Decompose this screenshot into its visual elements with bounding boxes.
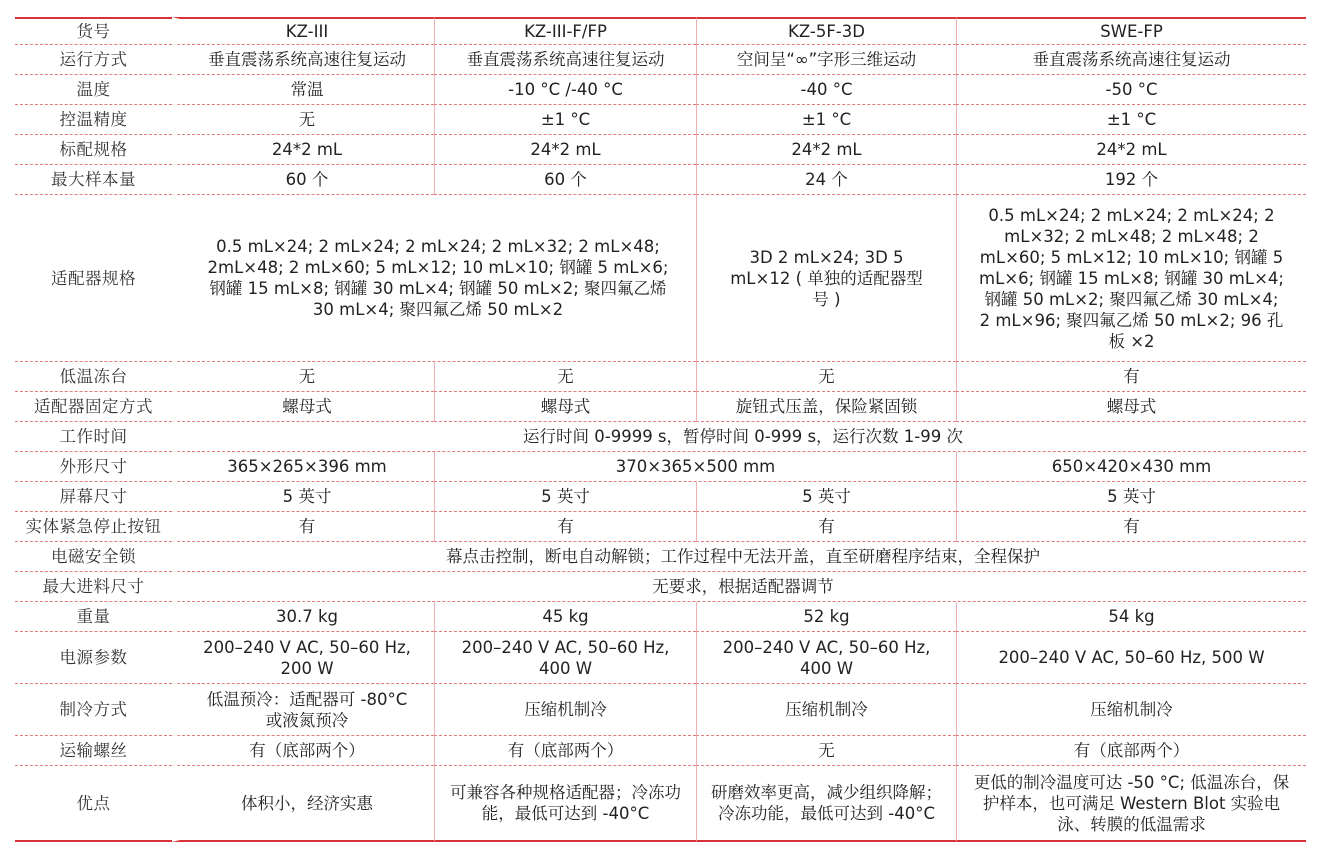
cell: 垂直震荡系统高速往复运动 — [172, 45, 434, 75]
cell-merged: 370×365×500 mm — [434, 452, 956, 482]
cell: ±1 °C — [956, 105, 1306, 135]
cell: 有 — [696, 512, 956, 542]
cell: -10 °C /-40 °C — [434, 75, 696, 105]
row-lock — [15, 542, 1306, 572]
cell: 有（底部两个） — [956, 736, 1306, 766]
cell-merged-kz: 0.5 mL×24; 2 mL×24; 2 mL×24; 2 mL×32; 2 mL×48; 2mL×48; 2 mL×60; 5 mL×12; 10 mL×10; 钢罐 5 mL×6; 钢罐 15 mL×8; 钢罐 30 mL×4; 钢罐 50 mL×2; 聚四氟乙烯 30 mL×4; 聚四氟乙烯 50 mL×2 — [172, 195, 696, 362]
row-temp-accuracy — [15, 105, 1306, 135]
row-dimensions — [15, 452, 1306, 482]
cell: 有 — [956, 512, 1306, 542]
row-screen — [15, 482, 1306, 512]
cell: 0.5 mL×24; 2 mL×24; 2 mL×24; 2 mL×32; 2 mL×48; 2 mL×48; 2 mL×60; 5 mL×12; 10 mL×10; 钢罐 5 mL×6; 钢罐 15 mL×8; 钢罐 30 mL×4; 钢罐 50 mL×2; 聚四氟乙烯 30 mL×4; 2 mL×96; 聚四氟乙烯 50 mL×2; 96 孔板 ×2 — [956, 195, 1306, 362]
cell: 60 个 — [434, 165, 696, 195]
cell: 旋钮式压盖，保险紧固锁 — [696, 392, 956, 422]
row-max-samples — [15, 165, 1306, 195]
row-label: 适配器固定方式 — [15, 392, 172, 422]
cell: 30.7 kg — [172, 602, 434, 632]
cell: 无 — [434, 362, 696, 392]
cell: 无 — [172, 362, 434, 392]
cell: 垂直震荡系统高速往复运动 — [434, 45, 696, 75]
row-label: 最大进料尺寸 — [15, 572, 172, 602]
cell: 压缩机制冷 — [696, 684, 956, 736]
cell: -40 °C — [696, 75, 956, 105]
row-label: 温度 — [15, 75, 172, 105]
cell: 更低的制冷温度可达 -50 °C; 低温冻台，保护样本，也可满足 Western Blot 实验电泳、转膜的低温需求 — [956, 766, 1306, 842]
cell: 650×420×430 mm — [956, 452, 1306, 482]
row-power — [15, 632, 1306, 684]
cell: 200–240 V AC, 50–60 Hz, 200 W — [172, 632, 434, 684]
cell: 200–240 V AC, 50–60 Hz, 400 W — [696, 632, 956, 684]
row-cryo-stage — [15, 362, 1306, 392]
cell: 60 个 — [172, 165, 434, 195]
row-label: 控温精度 — [15, 105, 172, 135]
row-feed-size — [15, 572, 1306, 602]
cell: 压缩机制冷 — [434, 684, 696, 736]
cell: 无 — [172, 105, 434, 135]
cell: 45 kg — [434, 602, 696, 632]
row-label: 重量 — [15, 602, 172, 632]
cell: 200–240 V AC, 50–60 Hz, 500 W — [956, 632, 1306, 684]
header-model-kz-iii: KZ-III — [172, 17, 434, 45]
cell: 24*2 mL — [956, 135, 1306, 165]
cell: ±1 °C — [434, 105, 696, 135]
row-label: 屏幕尺寸 — [15, 482, 172, 512]
header-label: 货号 — [15, 17, 172, 45]
cell: 压缩机制冷 — [956, 684, 1306, 736]
row-label: 运行方式 — [15, 45, 172, 75]
row-cooling — [15, 684, 1306, 736]
cell: 无 — [696, 362, 956, 392]
cell: 有（底部两个） — [434, 736, 696, 766]
cell: 有（底部两个） — [172, 736, 434, 766]
row-advantages — [15, 766, 1306, 842]
header-model-swe-fp: SWE-FP — [956, 17, 1306, 45]
cell: 空间呈“∞”字形三维运动 — [696, 45, 956, 75]
header-model-kz-iii-f-fp: KZ-III-F/FP — [434, 17, 696, 45]
cell: 5 英寸 — [434, 482, 696, 512]
cell: -50 °C — [956, 75, 1306, 105]
cell: 有 — [434, 512, 696, 542]
row-label: 电磁安全锁 — [15, 542, 172, 572]
row-adapter-fix — [15, 392, 1306, 422]
cell: 垂直震荡系统高速往复运动 — [956, 45, 1306, 75]
cell: 螺母式 — [956, 392, 1306, 422]
cell: 常温 — [172, 75, 434, 105]
cell: 52 kg — [696, 602, 956, 632]
row-label: 适配器规格 — [15, 195, 172, 362]
row-estop — [15, 512, 1306, 542]
cell: 研磨效率更高，减少组织降解；冷冻功能，最低可达到 -40°C — [696, 766, 956, 842]
row-label: 实体紧急停止按钮 — [15, 512, 172, 542]
row-work-time — [15, 422, 1306, 452]
cell: ±1 °C — [696, 105, 956, 135]
cell: 24*2 mL — [172, 135, 434, 165]
row-adapter-spec — [15, 195, 1306, 362]
row-label: 最大样本量 — [15, 165, 172, 195]
row-run-mode — [15, 45, 1306, 75]
cell: 无 — [696, 736, 956, 766]
cell: 3D 2 mL×24; 3D 5 mL×12 ( 单独的适配器型号 ) — [696, 195, 956, 362]
row-temperature — [15, 75, 1306, 105]
cell: 螺母式 — [172, 392, 434, 422]
cell: 体积小，经济实惠 — [172, 766, 434, 842]
row-label: 外形尺寸 — [15, 452, 172, 482]
cell: 低温预冷：适配器可 -80°C 或液氮预冷 — [172, 684, 434, 736]
cell: 200–240 V AC, 50–60 Hz, 400 W — [434, 632, 696, 684]
row-label: 低温冻台 — [15, 362, 172, 392]
cell: 5 英寸 — [696, 482, 956, 512]
row-label: 标配规格 — [15, 135, 172, 165]
cell-merged: 运行时间 0-9999 s，暂停时间 0-999 s，运行次数 1-99 次 — [172, 422, 1306, 452]
cell: 24*2 mL — [434, 135, 696, 165]
cell-merged: 无要求，根据适配器调节 — [172, 572, 1306, 602]
row-label: 电源参数 — [15, 632, 172, 684]
row-weight — [15, 602, 1306, 632]
cell: 有 — [172, 512, 434, 542]
row-std-spec — [15, 135, 1306, 165]
cell: 54 kg — [956, 602, 1306, 632]
cell: 可兼容各种规格适配器；冷冻功能，最低可达到 -40°C — [434, 766, 696, 842]
header-model-kz-5f-3d: KZ-5F-3D — [696, 17, 956, 45]
spec-table — [15, 17, 1306, 842]
row-label: 工作时间 — [15, 422, 172, 452]
cell: 365×265×396 mm — [172, 452, 434, 482]
row-label: 制冷方式 — [15, 684, 172, 736]
row-label: 运输螺丝 — [15, 736, 172, 766]
cell: 5 英寸 — [172, 482, 434, 512]
row-transport-screw — [15, 736, 1306, 766]
cell: 螺母式 — [434, 392, 696, 422]
cell: 24 个 — [696, 165, 956, 195]
row-label: 优点 — [15, 766, 172, 842]
header-row — [15, 17, 1306, 45]
cell-merged: 幕点击控制，断电自动解锁；工作过程中无法开盖，直至研磨程序结束，全程保护 — [172, 542, 1306, 572]
cell: 有 — [956, 362, 1306, 392]
cell: 192 个 — [956, 165, 1306, 195]
cell: 5 英寸 — [956, 482, 1306, 512]
cell: 24*2 mL — [696, 135, 956, 165]
